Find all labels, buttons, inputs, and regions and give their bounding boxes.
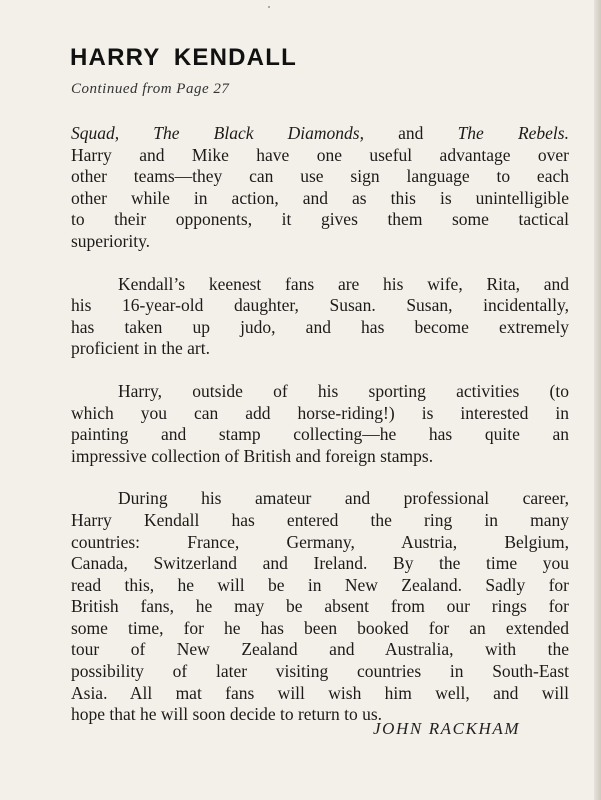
team-name-italic: The Rebels. bbox=[457, 123, 569, 143]
paragraph-3 bbox=[71, 381, 569, 467]
team-names-italic: Squad, The Black Diamonds, bbox=[71, 123, 364, 143]
text-line: proficient in the art. bbox=[71, 338, 210, 359]
text-line: other while in action, and as this is unintelligible bbox=[71, 187, 569, 208]
paragraph-1 bbox=[71, 123, 569, 253]
paragraph-2 bbox=[71, 274, 569, 360]
text-line: superiority. bbox=[71, 230, 151, 251]
text-line: some time, for he has been booked for an extended bbox=[71, 617, 569, 638]
text-line: to their opponents, it gives them some tactical bbox=[71, 209, 569, 230]
text-line: has taken up judo, and has become extremely bbox=[71, 316, 569, 337]
text-line: read this, he will be in New Zealand. Sadly for bbox=[71, 574, 569, 595]
text-line: Harry Kendall has entered the ring in many bbox=[71, 509, 569, 530]
text-fragment: and bbox=[363, 123, 458, 143]
article-body bbox=[71, 123, 569, 726]
text-line: other teams—they can use sign language to each bbox=[71, 166, 569, 187]
text-line: impressive collection of British and foreign stamps. bbox=[71, 445, 434, 466]
author-signature: JOHN RACKHAM bbox=[373, 719, 521, 738]
text-line: possibility of later visiting countries in South-East bbox=[71, 661, 569, 682]
paragraph-4 bbox=[71, 488, 569, 726]
text-line: Harry and Mike have one useful advantage over bbox=[71, 144, 569, 165]
text-line: During his amateur and professional career, bbox=[118, 488, 569, 509]
text-line: hope that he will soon decide to return to us. bbox=[71, 704, 383, 725]
text-line bbox=[71, 123, 569, 145]
text-line: Asia. All mat fans will wish him well, and will bbox=[71, 682, 569, 703]
page-edge bbox=[594, 0, 601, 800]
text-line: countries: France, Germany, Austria, Belgium, bbox=[71, 531, 569, 552]
text-line: Kendall’s keenest fans are his wife, Rita, and bbox=[118, 273, 569, 294]
continued-note: Continued from Page 27 bbox=[71, 81, 230, 97]
text-line: which you can add horse-riding!) is interested in bbox=[71, 402, 569, 423]
text-line: his 16-year-old daughter, Susan. Susan, incidentally, bbox=[71, 295, 569, 316]
text-line: Canada, Switzerland and Ireland. By the time you bbox=[71, 553, 569, 574]
print-speck bbox=[268, 6, 270, 8]
text-line: British fans, he may be absent from our rings for bbox=[71, 596, 569, 617]
text-line: tour of New Zealand and Australia, with the bbox=[71, 639, 569, 660]
article-title: HARRY KENDALL bbox=[70, 44, 297, 71]
text-line: painting and stamp collecting—he has quite an bbox=[71, 424, 569, 445]
text-line: Harry, outside of his sporting activities (to bbox=[118, 380, 569, 401]
